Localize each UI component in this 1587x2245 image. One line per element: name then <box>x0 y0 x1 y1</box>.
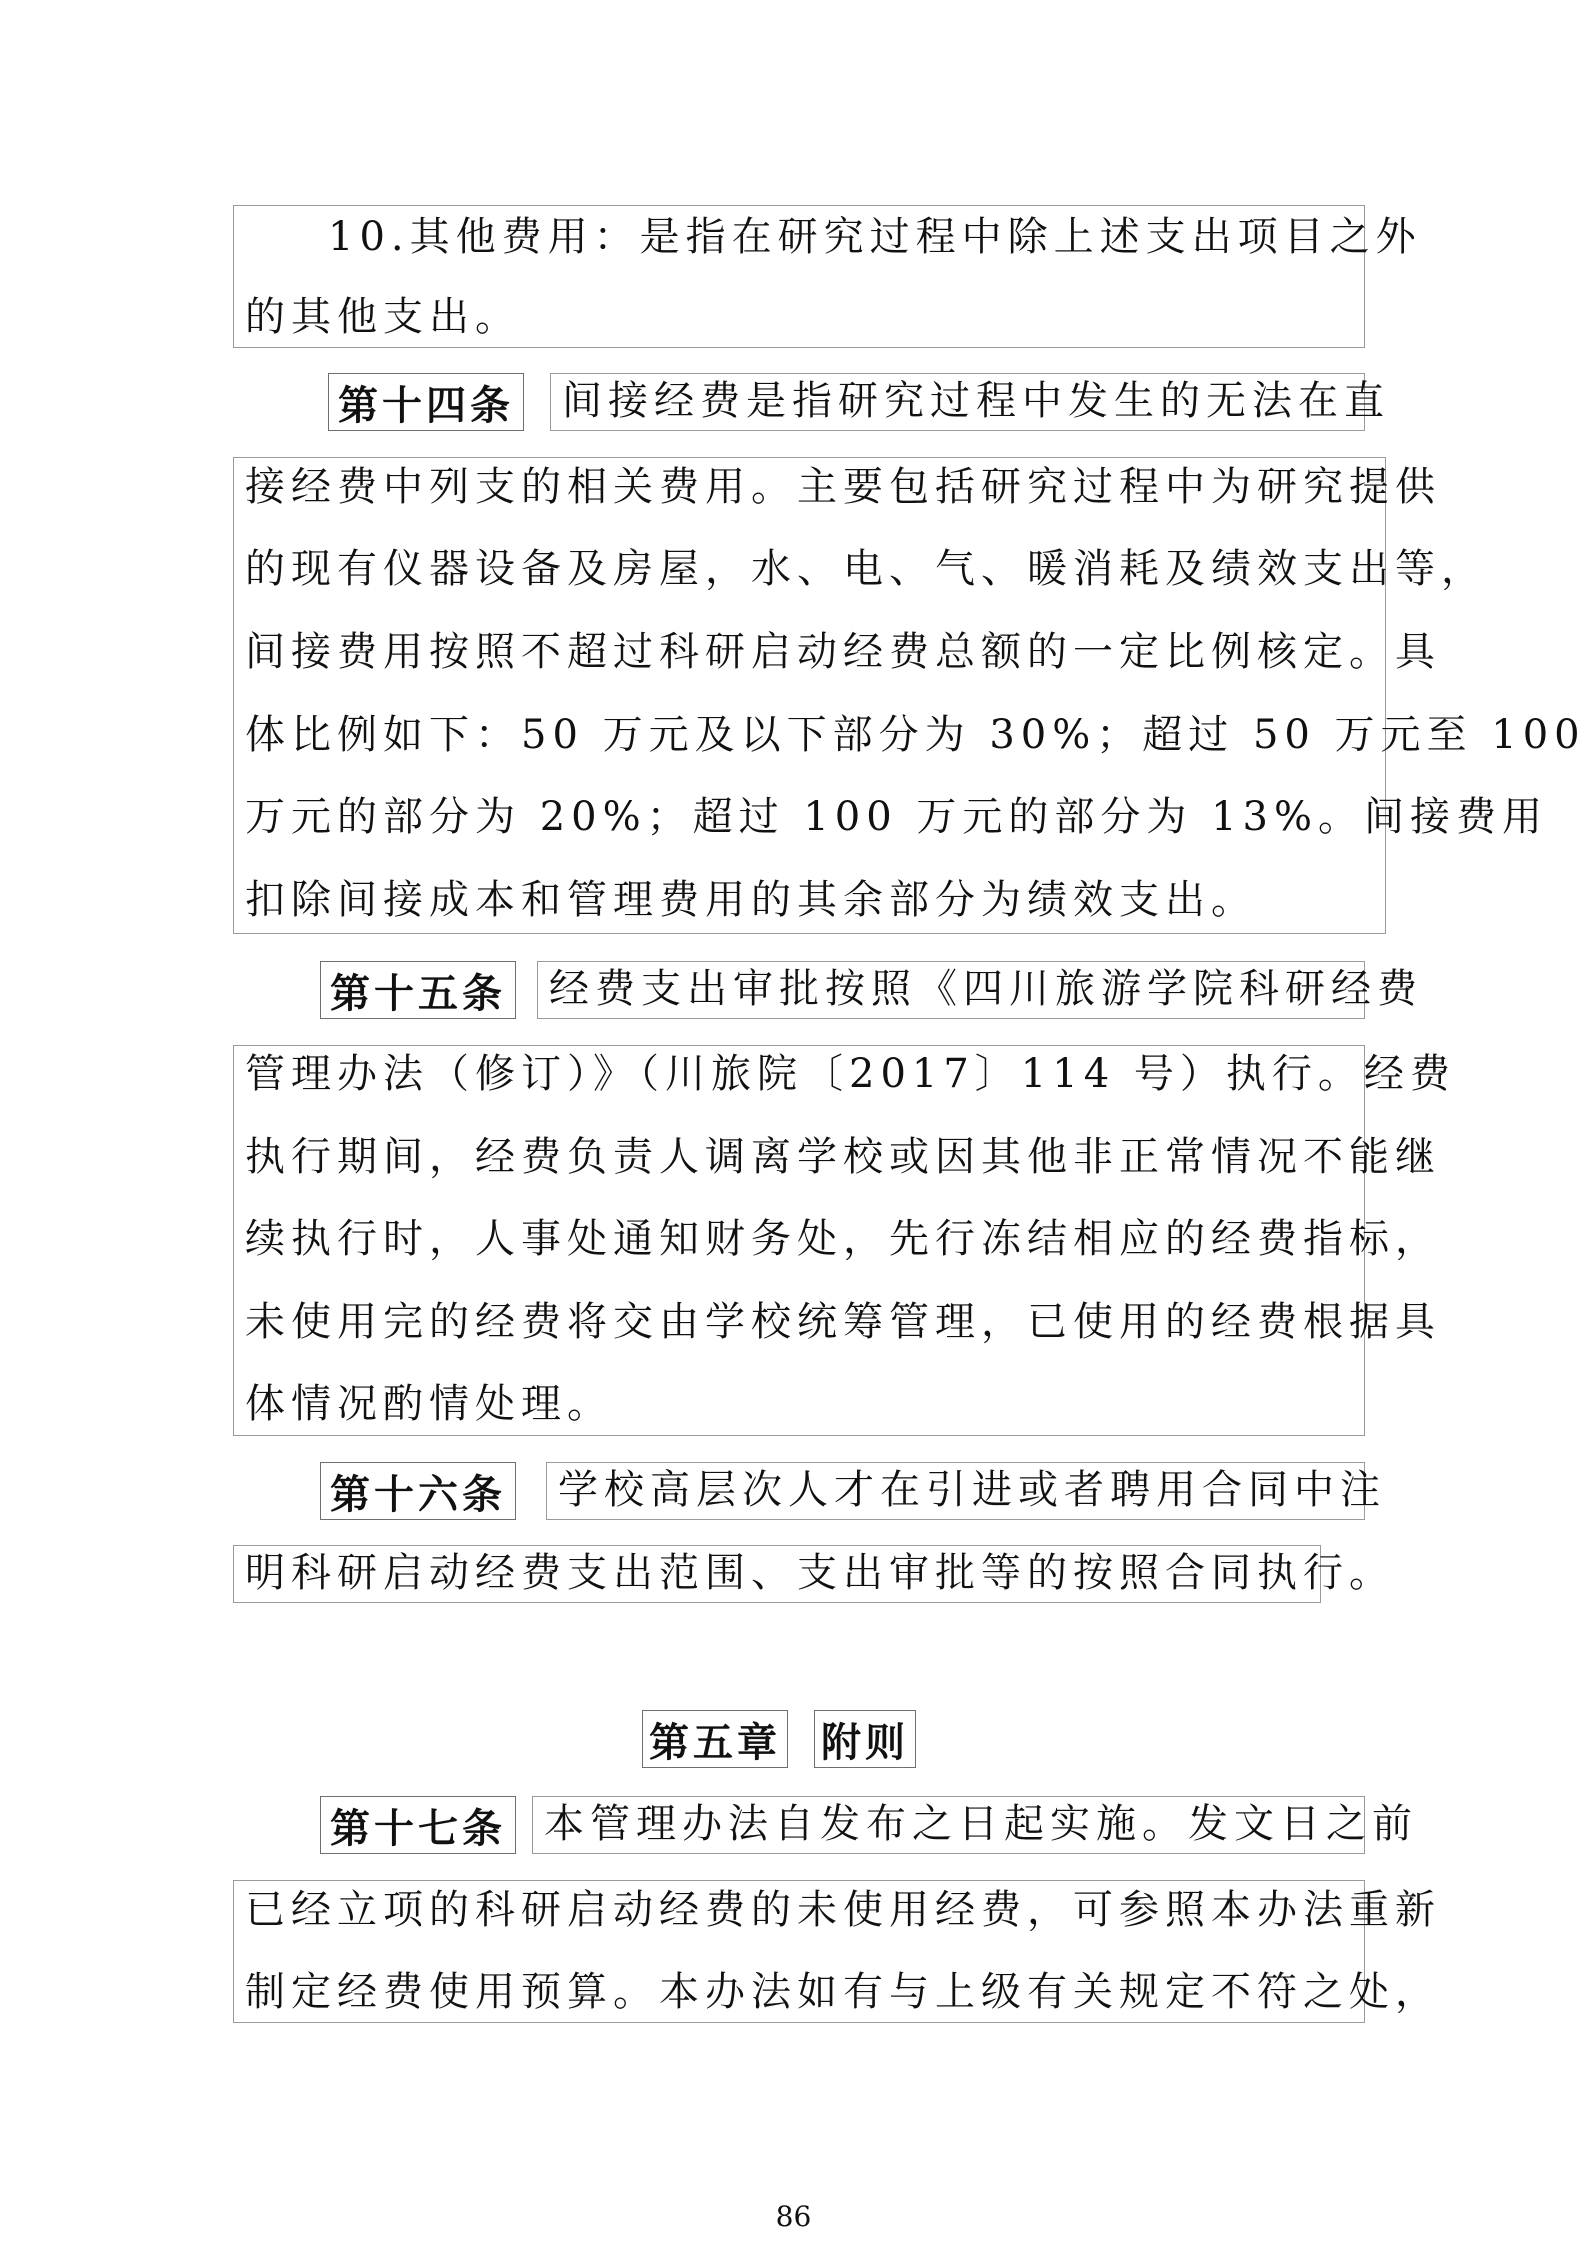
article15-line-3: 执行期间，经费负责人调离学校或因其他非正常情况不能继 <box>245 1134 1441 1180</box>
article17-line-3: 制定经费使用预算。本办法如有与上级有关规定不符之处， <box>245 1969 1441 2015</box>
article14-line-6: 万元的部分为 20%；超过 100 万元的部分为 13%。间接费用 <box>245 794 1549 840</box>
article15-line-4: 续执行时，人事处通知财务处，先行冻结相应的经费指标， <box>245 1216 1441 1262</box>
article15-line-5: 未使用完的经费将交由学校统筹管理，已使用的经费根据具 <box>245 1299 1441 1345</box>
article16-heading: 第十六条 <box>320 1462 516 1520</box>
article15-line-1: 经费支出审批按照《四川旅游学院科研经费 <box>549 966 1423 1012</box>
article17-heading: 第十七条 <box>320 1796 516 1854</box>
article17-line-1: 本管理办法自发布之日起实施。发文日之前 <box>544 1801 1418 1847</box>
article14-line-3: 的现有仪器设备及房屋，水、电、气、暖消耗及绩效支出等， <box>245 546 1487 592</box>
article16-line-2: 明科研启动经费支出范围、支出审批等的按照合同执行。 <box>245 1550 1395 1596</box>
article15-line-6: 体情况酌情处理。 <box>245 1381 613 1427</box>
chapter5-title: 附则 <box>814 1710 916 1768</box>
page-number: 86 <box>775 2200 812 2233</box>
article15-heading: 第十五条 <box>320 961 516 1019</box>
article14-line-5: 体比例如下：50 万元及以下部分为 30%；超过 50 万元至 100 <box>245 712 1586 758</box>
item10-line-1: 10.其他费用：是指在研究过程中除上述支出项目之外 <box>328 214 1422 260</box>
article14-line-4: 间接费用按照不超过科研启动经费总额的一定比例核定。具 <box>245 629 1441 675</box>
article14-line-7: 扣除间接成本和管理费用的其余部分为绩效支出。 <box>245 877 1257 923</box>
chapter5-number: 第五章 <box>642 1710 788 1768</box>
article14-heading: 第十四条 <box>328 373 524 431</box>
article14-line-2: 接经费中列支的相关费用。主要包括研究过程中为研究提供 <box>245 464 1441 510</box>
article16-line-1: 学校高层次人才在引进或者聘用合同中注 <box>558 1467 1386 1513</box>
article15-line-2: 管理办法（修订）》（川旅院〔2017〕114 号）执行。经费 <box>245 1051 1456 1097</box>
item10-line-2: 的其他支出。 <box>245 294 521 340</box>
article17-line-2: 已经立项的科研启动经费的未使用经费，可参照本办法重新 <box>245 1887 1441 1933</box>
article14-body-box <box>233 457 1386 934</box>
article14-line-1: 间接经费是指研究过程中发生的无法在直 <box>562 378 1390 424</box>
